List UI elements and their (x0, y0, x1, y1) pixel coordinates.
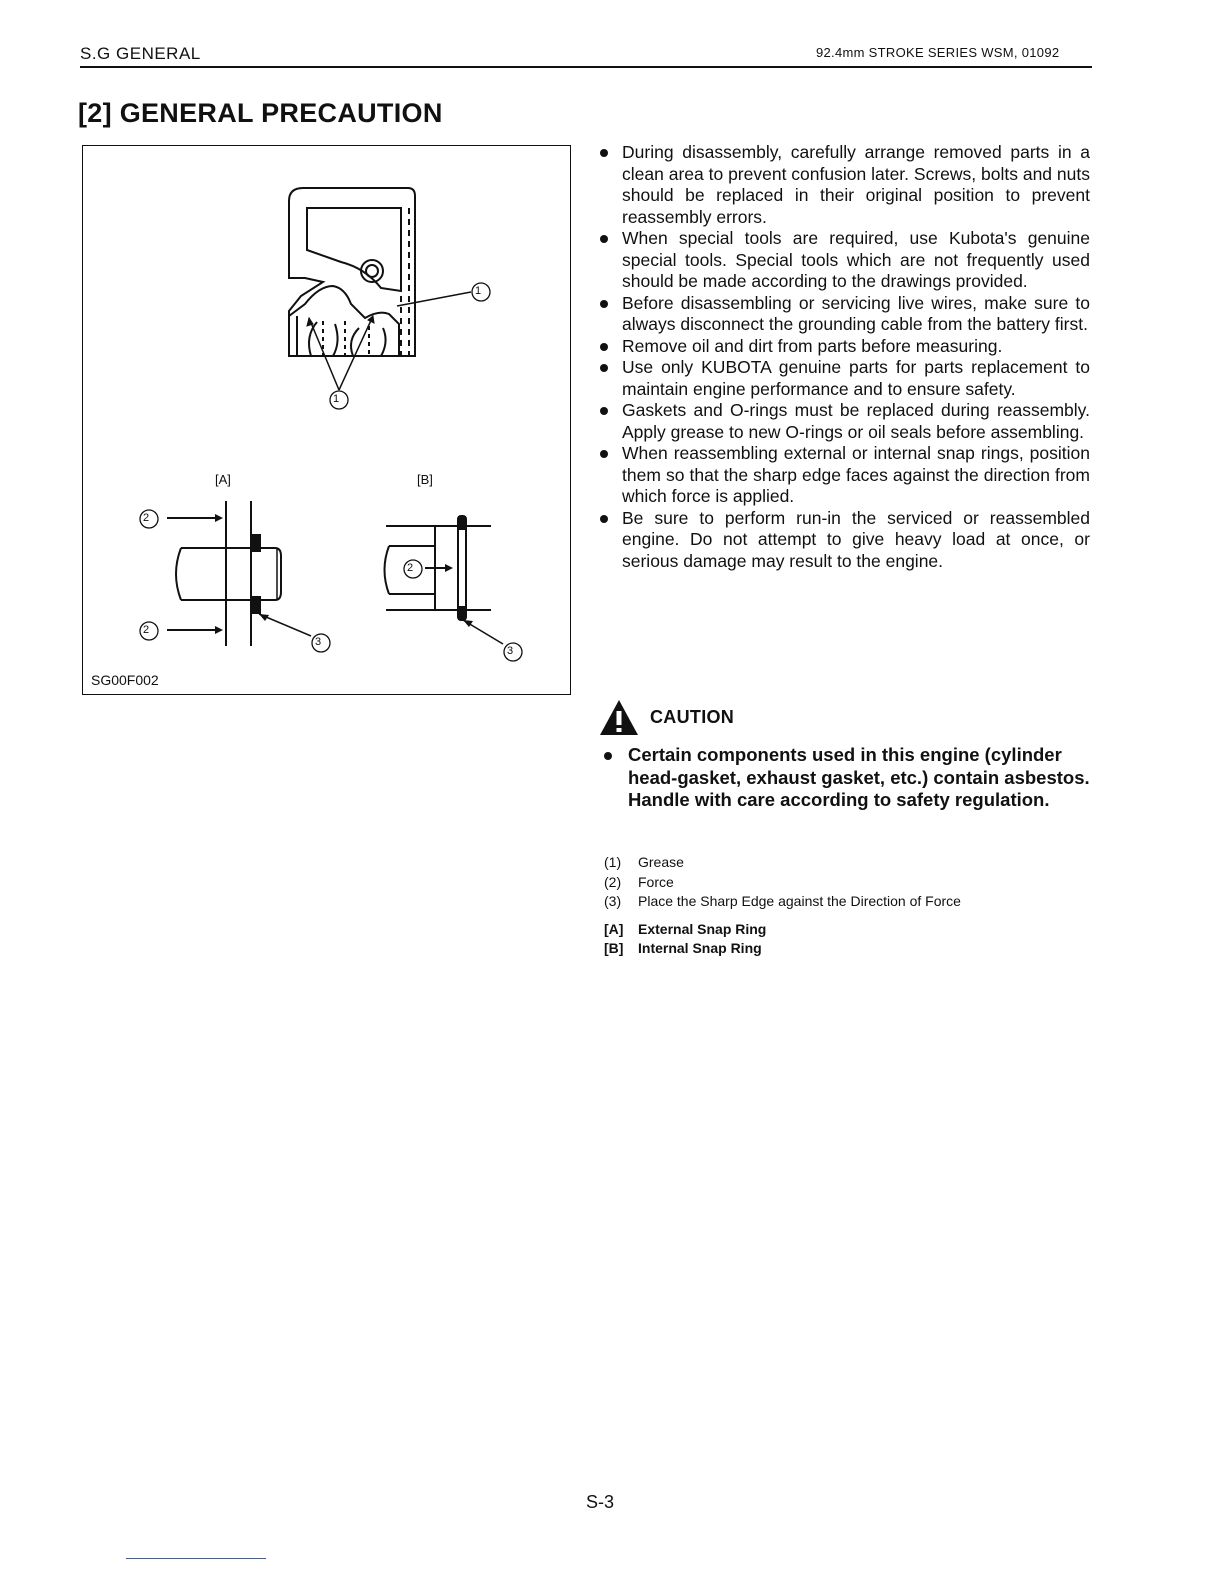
legend-item: (1) Grease (604, 854, 684, 870)
header-series-name: 92.4mm STROKE SERIES WSM, 01092 (816, 45, 1060, 60)
precautions-list (596, 142, 1090, 572)
caution-list (600, 744, 1090, 812)
bullet-icon (600, 149, 608, 157)
bullet-icon (600, 450, 608, 458)
warning-triangle-icon (598, 698, 640, 738)
callout-2-lower: 2 (143, 624, 150, 636)
bullet-icon (600, 300, 608, 308)
figure-legend (604, 853, 961, 959)
precaution-item: Remove oil and dirt from parts before measuring. (596, 336, 1090, 358)
precaution-item: When reassembling external or internal snap rings, position them so that the sharp edge faces against the direction from which force is applied. (596, 443, 1090, 508)
precaution-item: Gaskets and O-rings must be replaced during reassembly. Apply grease to new O-rings or oil seals before assembling. (596, 400, 1090, 443)
section-title: [2] GENERAL PRECAUTION (78, 98, 443, 128)
caution-item: Certain components used in this engine (cylinder head-gasket, exhaust gasket, etc.) contain asbestos. Handle with care according to safety regulation. (600, 744, 1090, 812)
precaution-item: During disassembly, carefully arrange removed parts in a clean area to prevent confusion later. Screws, bolts and nuts should be replaced in their original position to prevent reassembly errors. (596, 142, 1090, 228)
figure-label-a: [A] (215, 472, 231, 487)
precaution-item: Use only KUBOTA genuine parts for parts replacement to maintain engine performance and to ensure safety. (596, 357, 1090, 400)
precaution-item: When special tools are required, use Kubota's genuine special tools. Special tools which are not frequently used should be made according to the drawings provided. (596, 228, 1090, 293)
legend-groups (604, 920, 961, 959)
legend-group-item: [A] External Snap Ring (604, 920, 767, 937)
figure-seal-snap-ring (82, 145, 571, 695)
header-section-name: S.G GENERAL (80, 44, 201, 63)
internal-snap-ring-drawing (385, 516, 523, 661)
bullet-icon (604, 752, 612, 760)
bullet-icon (600, 343, 608, 351)
header-rule (80, 66, 1092, 68)
precaution-item: Be sure to perform run-in the serviced or reassembled engine. Do not attempt to give heavy load at once, or serious damage may result to the engine. (596, 508, 1090, 573)
oil-seal-drawing (289, 188, 490, 409)
bullet-icon (600, 407, 608, 415)
caution-label: CAUTION (650, 707, 735, 727)
callout-3-internal: 3 (507, 645, 514, 657)
bullet-icon (600, 364, 608, 372)
callout-2-internal: 2 (407, 562, 414, 574)
legend-group-item: [B] Internal Snap Ring (604, 940, 762, 956)
precaution-item: Before disassembling or servicing live wires, make sure to always disconnect the grounding cable from the battery first. (596, 293, 1090, 336)
callout-1-upper: 1 (475, 285, 482, 297)
footer-rule (126, 1558, 266, 1559)
legend-item: (3) Place the Sharp Edge against the Direction of Force (604, 893, 961, 909)
figure-label-b: [B] (417, 472, 433, 487)
snap-ring-diagram (83, 146, 572, 696)
page-number: S-3 (586, 1492, 615, 1512)
callout-1-lower: 1 (333, 393, 340, 405)
bullet-icon (600, 515, 608, 523)
external-snap-ring-drawing (140, 501, 330, 652)
legend-item: (2) Force (604, 873, 674, 890)
callout-2-upper: 2 (143, 512, 150, 524)
figure-id: SG00F002 (91, 672, 159, 688)
bullet-icon (600, 235, 608, 243)
callout-3-external: 3 (315, 636, 322, 648)
